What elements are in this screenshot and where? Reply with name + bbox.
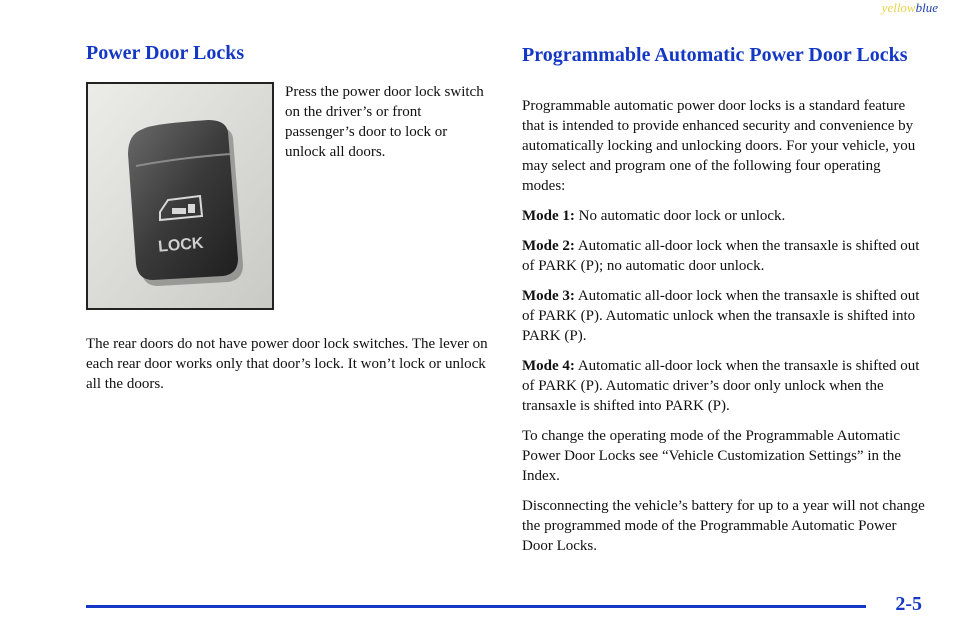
mode-text: Automatic all-door lock when the transaxle is shifted out of PARK (P). Automatic unlock when the transaxle is shifted into PARK (P). (522, 288, 920, 344)
mode-label: Mode 1: (522, 208, 575, 224)
mode-item (522, 286, 927, 346)
mode-text: No automatic door lock or unlock. (578, 208, 786, 224)
mode-label: Mode 3: (522, 288, 575, 304)
mode-item (522, 356, 927, 416)
lock-label: LOCK (157, 234, 205, 256)
mode-label: Mode 4: (522, 358, 575, 374)
mode-item (522, 206, 927, 226)
power-door-locks-heading: Power Door Locks (86, 42, 245, 64)
lock-switch-illustration (88, 84, 272, 308)
lock-switch-photo (86, 82, 274, 310)
mode-text: Automatic all-door lock when the transaxle is shifted out of PARK (P). Automatic driver’s door only unlock when the transaxle is shifted into PARK (P). (522, 358, 920, 414)
footer-rule (86, 605, 866, 608)
page-number: 2-5 (895, 593, 922, 615)
programmable-locks-body (522, 96, 927, 566)
battery-text: Disconnecting the vehicle’s battery for up to a year will not change the programmed mode of the Programmable Automatic Power Door Locks. (522, 498, 925, 554)
power-door-locks-intro: Press the power door lock switch on the driver’s or front passenger’s door to lock or unlock all doors. (285, 84, 484, 160)
color-tag (882, 0, 938, 16)
change-mode-text: To change the operating mode of the Programmable Automatic Power Door Locks see “Vehicle Customization Settings” in the Index. (522, 428, 902, 484)
mode-item (522, 236, 927, 276)
rear-doors-text: The rear doors do not have power door lock switches. The lever on each rear door works only that door’s lock. It won’t lock or unlock all the doors. (86, 336, 488, 392)
mode-label: Mode 2: (522, 238, 575, 254)
programmable-locks-heading: Programmable Automatic Power Door Locks (522, 44, 908, 66)
color-tag-blue: blue (915, 0, 938, 15)
color-tag-yellow: yellow (881, 0, 916, 15)
programmable-intro: Programmable automatic power door locks is a standard feature that is intended to provide enhanced security and convenience by automatically locking and unlocking doors. For your vehicle, you may select and program one of the following four operating modes: (522, 98, 916, 194)
mode-text: Automatic all-door lock when the transaxle is shifted out of PARK (P); no automatic door unlock. (522, 238, 920, 274)
